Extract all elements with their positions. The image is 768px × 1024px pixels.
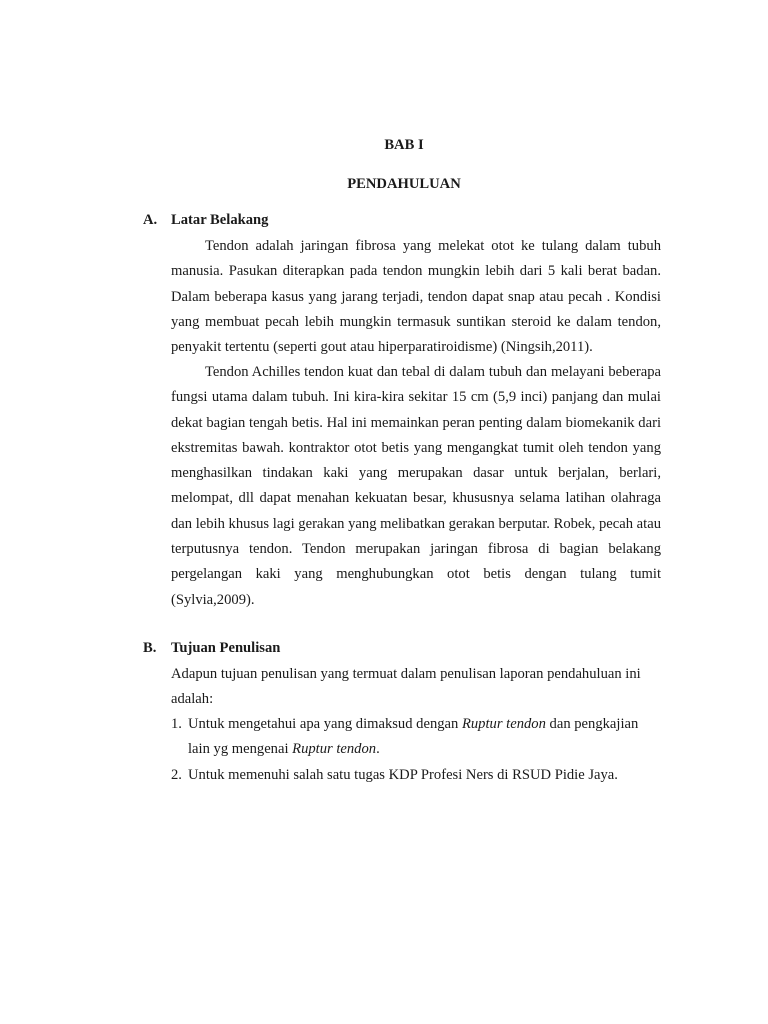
section-a-letter: A. bbox=[143, 212, 158, 228]
section-b-intro: Adapun tujuan penulisan yang termuat dalam penulisan laporan pendahuluan ini adalah: bbox=[171, 666, 641, 708]
section-a-title: Latar Belakang bbox=[171, 212, 269, 228]
paragraph-1: Tendon adalah jaringan fibrosa yang melekat otot ke tulang dalam tubuh manusia. Pasukan diterapkan pada tendon mungkin lebih dari 5 kali berat badan. Dalam beberapa kasus yang jarang terjadi, tendon dapat snap atau pecah . Kondisi yang membuat pecah lebih mungkin termasuk suntikan steroid ke dalam tendon, penyakit tertentu (seperti gout atau hiperparatiroidisme) (Ningsih,2011). bbox=[171, 238, 661, 356]
paragraph-2: Tendon Achilles tendon kuat dan tebal di dalam tubuh dan melayani beberapa fungsi utama dalam tubuh. Ini kira-kira sekitar 15 cm (5,9 inci) panjang dan mulai dekat bagian tengah betis. Hal ini memainkan peran penting dalam biomekanik dari ekstremitas bawah. kontraktor otot betis yang mengangkat tumit oleh tendon yang menghasilkan tindakan kaki yang merupakan dasar untuk berjalan, berlari, melompat, dll dapat menahan kekuatan besar, khususnya selama latihan olahraga dan lebih khusus lagi gerakan yang melibatkan gerakan berputar. Robek, pecah atau terputusnya tendon. Tendon merupakan jaringan fibrosa di bagian belakang pergelangan kaki yang menghubungkan otot betis dengan tulang tumit (Sylvia,2009). bbox=[171, 364, 661, 608]
section-b-heading bbox=[143, 640, 280, 657]
list-item bbox=[171, 763, 661, 788]
list-item-emphasis: Ruptur tendon bbox=[461, 716, 546, 732]
section-a-heading bbox=[143, 212, 268, 229]
chapter-heading: BAB I bbox=[384, 137, 424, 153]
list-item-text: Untuk memenuhi salah satu tugas KDP Profesi Ners di RSUD Pidie Jaya. bbox=[188, 766, 618, 783]
section-b-title: Tujuan Penulisan bbox=[171, 640, 281, 656]
objectives-list bbox=[171, 712, 661, 788]
list-item-text: Untuk mengetahui apa yang dimaksud dengan bbox=[188, 716, 462, 732]
list-item bbox=[171, 712, 661, 763]
chapter-title: PENDAHULUAN bbox=[347, 176, 461, 192]
section-b-letter: B. bbox=[143, 640, 157, 656]
list-item-text: dan pengkajian lain yg mengenai bbox=[188, 716, 639, 758]
list-item-number: 1. bbox=[171, 716, 182, 732]
list-item-emphasis: Ruptur tendon bbox=[292, 741, 377, 758]
list-item-number: 2. bbox=[171, 766, 182, 783]
list-item-text: . bbox=[376, 741, 380, 758]
